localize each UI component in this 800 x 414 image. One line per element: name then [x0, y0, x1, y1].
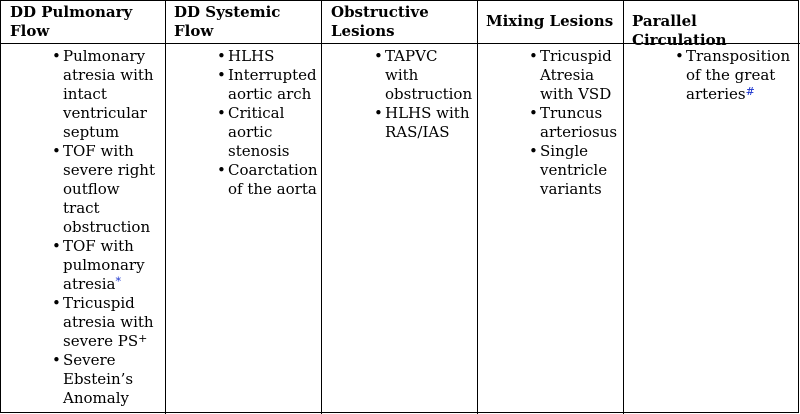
footnote-marker: # — [745, 85, 755, 98]
item-text: Single ventricle variants — [540, 142, 608, 198]
list-item — [52, 47, 157, 142]
list-item — [217, 161, 317, 199]
dd-pulmonary-flow-list — [52, 47, 157, 408]
list-item — [217, 104, 317, 161]
header-obstructive-lesions: Obstructive Lesions — [331, 3, 429, 40]
list-item — [374, 47, 474, 104]
header-dd-systemic-flow: DD Systemic Flow — [174, 3, 281, 40]
item-text: Truncus arteriosus — [540, 104, 618, 141]
header-mixing-lesions: Mixing Lesions — [486, 12, 614, 30]
header-parallel-circulation: Parallel Circulation — [632, 12, 727, 49]
footnote-marker: + — [138, 332, 148, 345]
item-text: TOF with pulmonary atresia — [63, 237, 145, 293]
list-item — [217, 66, 317, 104]
item-text: HLHS — [228, 47, 275, 65]
column-divider — [165, 0, 166, 414]
list-item — [374, 104, 474, 142]
item-text: Coarctation of the aorta — [228, 161, 318, 198]
obstructive-lesions-list — [374, 47, 474, 142]
item-text: Pulmonary atresia with intact ventricular septum — [63, 47, 154, 141]
item-text: Critical aortic stenosis — [228, 104, 290, 160]
list-item — [529, 104, 619, 142]
item-text: Interrupted aortic arch — [228, 66, 317, 103]
mixing-lesions-list — [529, 47, 619, 199]
item-text: TAPVC with obstruction — [385, 47, 473, 103]
parallel-circulation-list — [675, 47, 791, 104]
column-divider — [321, 0, 322, 414]
item-text: Transposition of the great arteries — [686, 47, 791, 103]
item-text: Severe Ebstein’s Anomaly — [63, 351, 134, 407]
list-item — [52, 237, 157, 294]
list-item — [529, 142, 619, 199]
item-text: HLHS with RAS/IAS — [385, 104, 470, 141]
footnote-marker: * — [115, 275, 121, 288]
list-item — [675, 47, 791, 104]
item-text: Tricuspid Atresia with VSD — [540, 47, 612, 103]
list-item — [529, 47, 619, 104]
column-divider — [623, 0, 624, 414]
list-item — [52, 142, 157, 237]
list-item — [52, 351, 157, 408]
list-item — [217, 47, 317, 66]
item-text: TOF with severe right outflow tract obstruction — [63, 142, 155, 236]
item-text: Tricuspid atresia with severe PS — [63, 294, 154, 350]
list-item — [52, 294, 157, 351]
dd-systemic-flow-list — [217, 47, 317, 199]
column-divider — [477, 0, 478, 414]
header-dd-pulmonary-flow: DD Pulmonary Flow — [10, 3, 133, 40]
